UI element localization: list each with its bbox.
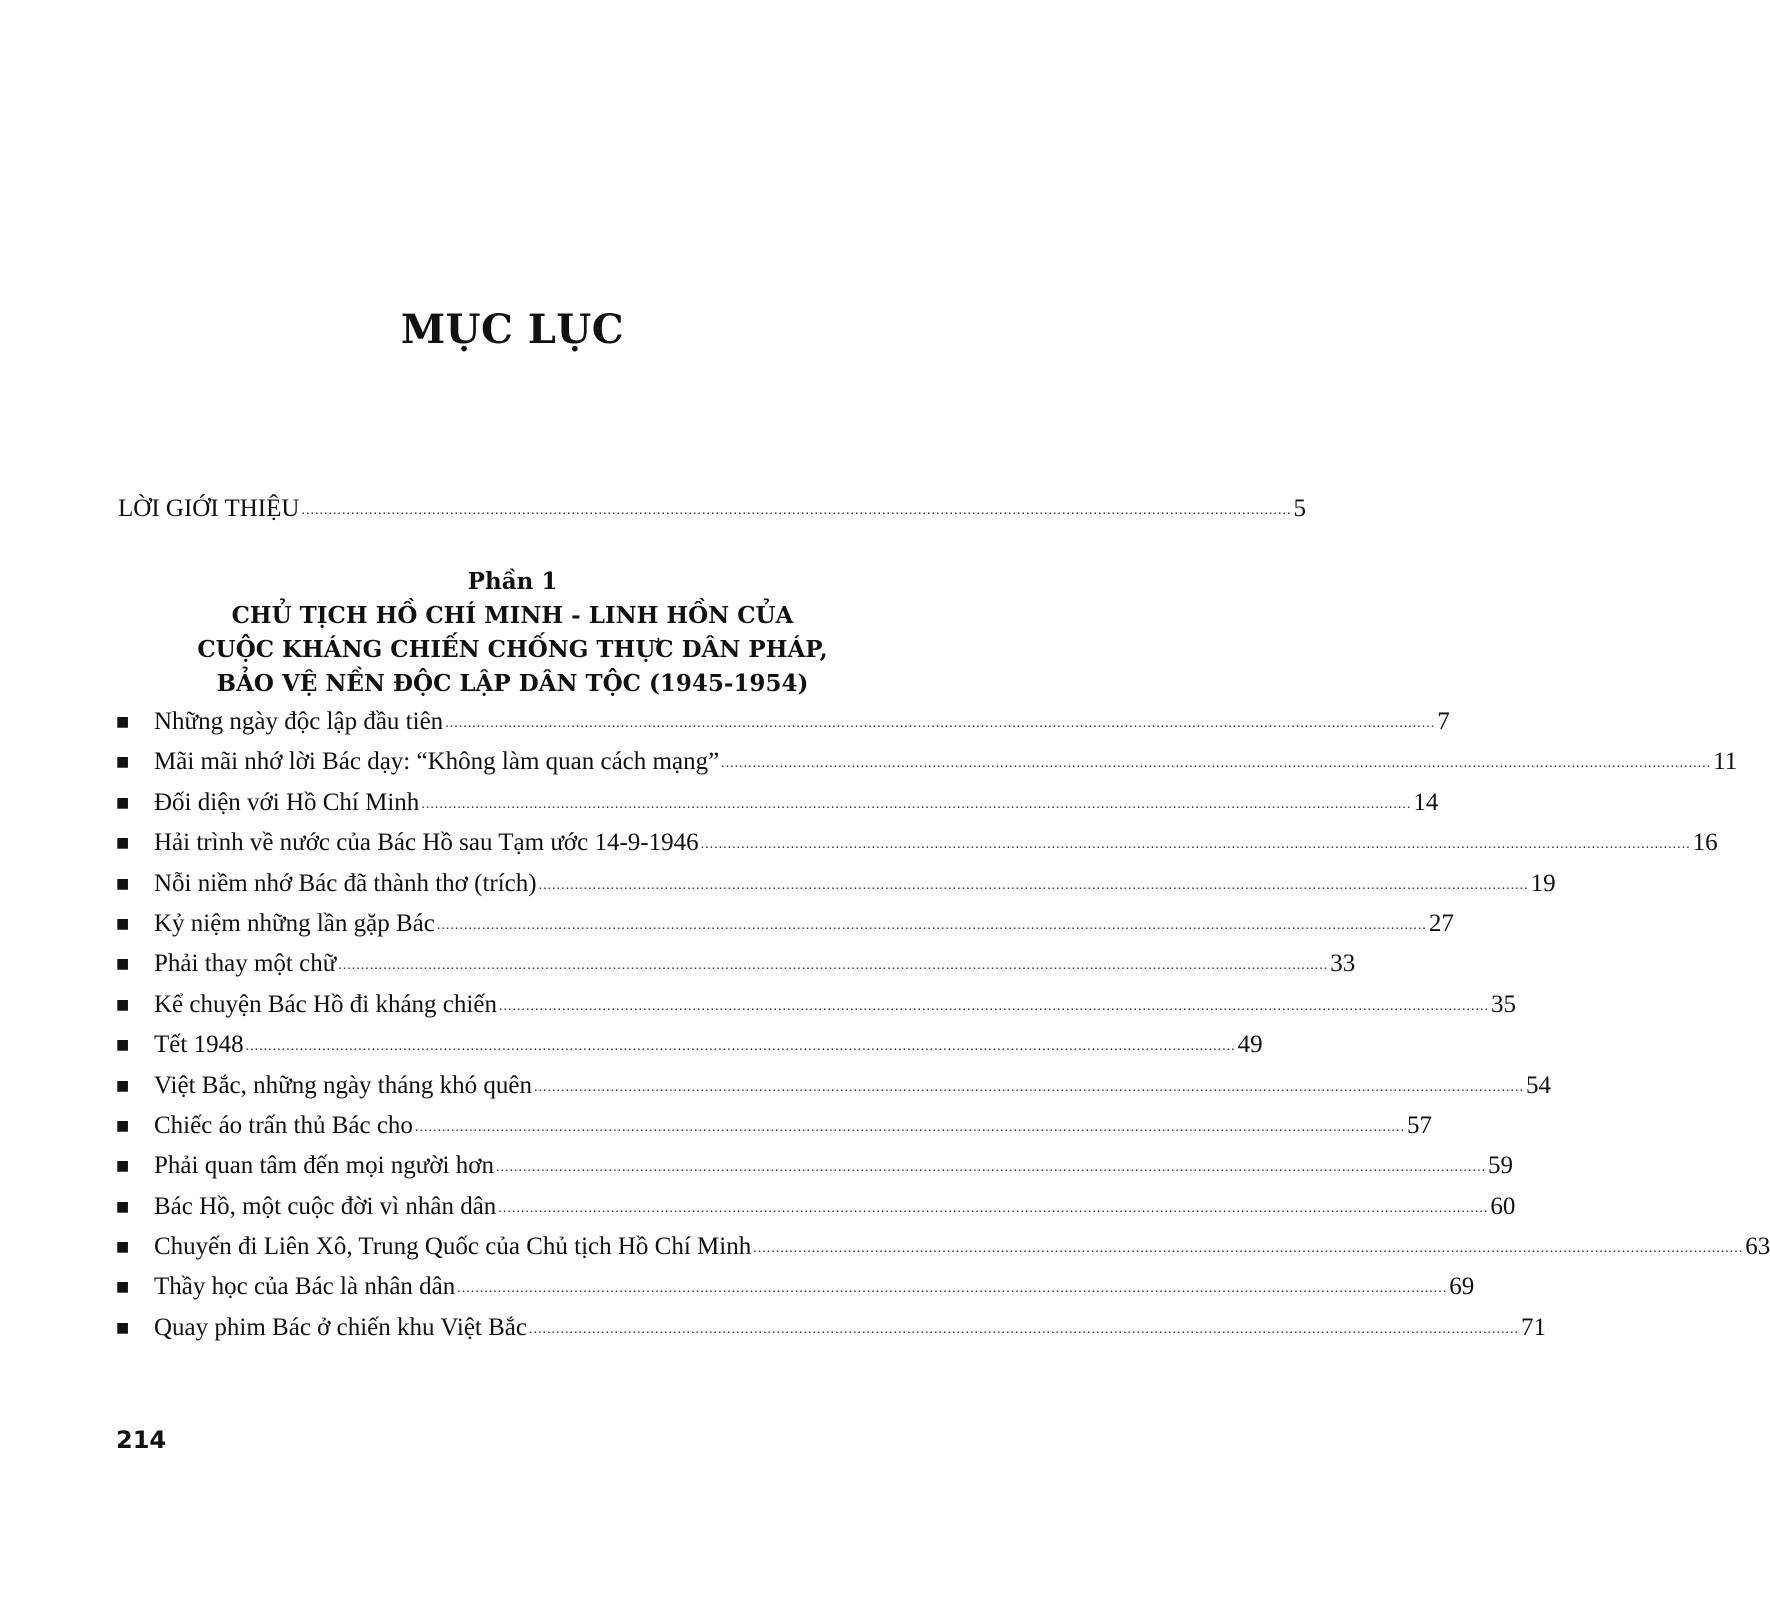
toc-entry-line bbox=[154, 786, 1438, 824]
part-subtitle-line: BẢO VỆ NỀN ĐỘC LẬP DÂN TỘC (1945-1954) bbox=[216, 670, 809, 697]
toc-entry-title: Kể chuyện Bác Hồ đi kháng chiến bbox=[154, 990, 497, 1018]
part-label: Phần 1 bbox=[467, 568, 558, 595]
toc-entry-line bbox=[154, 1028, 1263, 1066]
bullet-icon: ■ bbox=[116, 1279, 130, 1296]
toc-entry-page: 5 bbox=[1293, 495, 1306, 522]
dot-leader: ............................................................................................................................................................................................................................ bbox=[528, 1321, 1519, 1337]
dot-leader: ............................................................................................................................................................................................................................ bbox=[445, 716, 1436, 731]
toc-entry-title: Tết 1948 bbox=[154, 1031, 244, 1059]
toc-entry-title: Phải quan tâm đến mọi người hơn bbox=[154, 1152, 494, 1180]
toc-entry-title: LỜI GIỚI THIỆU bbox=[118, 495, 300, 522]
page-number: 214 bbox=[116, 1426, 167, 1454]
toc-entry-title: Quay phim Bác ở chiến khu Việt Bắc bbox=[154, 1313, 527, 1341]
toc-entry-line bbox=[154, 826, 1718, 864]
dot-leader: ............................................................................................................................................................................................................................ bbox=[301, 503, 1292, 518]
toc-entry[interactable] bbox=[116, 705, 1450, 745]
toc-entry-intro[interactable] bbox=[118, 492, 1306, 530]
bullet-icon: ■ bbox=[116, 754, 130, 771]
toc-entry-title: Những ngày độc lập đầu tiên bbox=[154, 708, 444, 735]
bullet-icon: ■ bbox=[116, 835, 130, 852]
part-subtitle-line: CHỦ TỊCH HỒ CHÍ MINH - LINH HỒN CỦA bbox=[231, 602, 794, 629]
toc-entry-page: 49 bbox=[1237, 1031, 1263, 1059]
toc-entry-line bbox=[154, 1149, 1513, 1187]
toc-entry-page: 14 bbox=[1413, 788, 1439, 816]
toc-entry-page: 19 bbox=[1530, 869, 1556, 897]
dot-leader: ............................................................................................................................................................................................................................ bbox=[700, 837, 1691, 853]
bullet-icon: ■ bbox=[116, 1198, 130, 1215]
bullet-icon: ■ bbox=[116, 794, 130, 811]
toc-entry-page: 60 bbox=[1490, 1192, 1516, 1220]
dot-leader: ............................................................................................................................................................................................................................ bbox=[753, 1241, 1744, 1257]
toc-entry[interactable] bbox=[116, 1190, 1516, 1230]
bullet-icon: ■ bbox=[116, 1037, 130, 1054]
toc-entry-list bbox=[116, 705, 1770, 1351]
dot-leader: ............................................................................................................................................................................................................................ bbox=[495, 1160, 1486, 1176]
bullet-icon: ■ bbox=[116, 1239, 130, 1256]
toc-entry-line bbox=[154, 1270, 1474, 1308]
toc-entry-page: 54 bbox=[1525, 1071, 1551, 1099]
part-heading bbox=[0, 565, 1025, 701]
bullet-icon: ■ bbox=[116, 1117, 130, 1134]
toc-entry[interactable] bbox=[116, 1270, 1475, 1310]
toc-entry[interactable] bbox=[116, 1149, 1513, 1189]
dot-leader: ............................................................................................................................................................................................................................ bbox=[338, 958, 1329, 974]
toc-entry-page: 16 bbox=[1692, 829, 1718, 857]
toc-entry-line bbox=[154, 1230, 1770, 1268]
dot-leader: ............................................................................................................................................................................................................................ bbox=[721, 756, 1712, 772]
dot-leader: ............................................................................................................................................................................................................................ bbox=[538, 877, 1529, 893]
part-subtitle-line: CUỘC KHÁNG CHIẾN CHỐNG THỰC DÂN PHÁP, bbox=[197, 636, 828, 663]
toc-entry-line bbox=[154, 1311, 1546, 1349]
toc-entry-title: Thầy học của Bác là nhân dân bbox=[154, 1273, 456, 1301]
toc-entry-line bbox=[154, 705, 1450, 743]
bullet-icon: ■ bbox=[116, 1077, 130, 1094]
bullet-icon: ■ bbox=[116, 875, 130, 892]
toc-entry-line bbox=[154, 988, 1516, 1026]
toc-entry[interactable] bbox=[116, 786, 1439, 826]
bullet-icon: ■ bbox=[116, 915, 130, 932]
toc-entry-line bbox=[154, 745, 1737, 783]
toc-entry-line bbox=[154, 907, 1454, 945]
toc-entry-page: 69 bbox=[1449, 1273, 1475, 1301]
toc-entry-page: 57 bbox=[1406, 1111, 1432, 1139]
toc-entry[interactable] bbox=[116, 907, 1454, 947]
toc-entry-line bbox=[154, 1109, 1432, 1147]
dot-leader: ............................................................................................................................................................................................................................ bbox=[498, 1200, 1489, 1216]
toc-entry-page: 11 bbox=[1713, 748, 1738, 776]
toc-entry[interactable] bbox=[116, 867, 1556, 907]
toc-entry-title: Chuyến đi Liên Xô, Trung Quốc của Chủ tịch Hồ Chí Minh bbox=[154, 1233, 752, 1261]
toc-entry-title: Việt Bắc, những ngày tháng khó quên bbox=[154, 1071, 532, 1099]
toc-entry-page: 33 bbox=[1330, 950, 1356, 978]
toc-entry-line bbox=[154, 1069, 1551, 1107]
bullet-icon: ■ bbox=[116, 1319, 130, 1336]
toc-entry-page: 7 bbox=[1437, 708, 1450, 735]
toc-entry-page: 71 bbox=[1520, 1313, 1546, 1341]
toc-entry-page: 59 bbox=[1487, 1152, 1513, 1180]
toc-entry-title: Mãi mãi nhớ lời Bác dạy: “Không làm quan cách mạng” bbox=[154, 748, 720, 776]
toc-entry[interactable] bbox=[116, 745, 1738, 785]
toc-entry[interactable] bbox=[116, 826, 1718, 866]
toc-entry-title: Nỗi niềm nhớ Bác đã thành thơ (trích) bbox=[154, 869, 537, 897]
toc-entry[interactable] bbox=[116, 1230, 1770, 1270]
toc-entry-page: 35 bbox=[1490, 990, 1516, 1018]
dot-leader: ............................................................................................................................................................................................................................ bbox=[421, 796, 1412, 812]
bullet-icon: ■ bbox=[116, 1158, 130, 1175]
toc-entry[interactable] bbox=[116, 947, 1356, 987]
toc-entry[interactable] bbox=[116, 1311, 1546, 1351]
toc-entry[interactable] bbox=[116, 1028, 1263, 1068]
dot-leader: ............................................................................................................................................................................................................................ bbox=[245, 1039, 1236, 1055]
bullet-icon: ■ bbox=[116, 996, 130, 1013]
bullet-icon: ■ bbox=[116, 714, 130, 730]
toc-entry-title: Chiếc áo trấn thủ Bác cho bbox=[154, 1111, 413, 1139]
dot-leader: ............................................................................................................................................................................................................................ bbox=[414, 1119, 1405, 1135]
toc-entry-title: Phải thay một chữ bbox=[154, 950, 337, 978]
dot-leader: ............................................................................................................................................................................................................................ bbox=[457, 1281, 1448, 1297]
toc-entry-line bbox=[154, 867, 1556, 905]
toc-entry[interactable] bbox=[116, 1109, 1432, 1149]
toc-entry[interactable] bbox=[116, 1069, 1551, 1109]
toc-entry[interactable] bbox=[116, 988, 1516, 1028]
toc-entry-title: Kỷ niệm những lần gặp Bác bbox=[154, 909, 435, 937]
page-title: MỤC LỤC bbox=[400, 306, 625, 353]
dot-leader: ............................................................................................................................................................................................................................ bbox=[533, 1079, 1524, 1095]
toc-entry-title: Hải trình về nước của Bác Hồ sau Tạm ước 14-9-1946 bbox=[154, 829, 699, 857]
toc-entry-line bbox=[154, 1190, 1515, 1228]
dot-leader: ............................................................................................................................................................................................................................ bbox=[436, 917, 1427, 933]
toc-entry-line bbox=[154, 947, 1355, 985]
toc-entry-title: Đối diện với Hồ Chí Minh bbox=[154, 788, 420, 816]
dot-leader: ............................................................................................................................................................................................................................ bbox=[498, 998, 1489, 1014]
toc-entry-title: Bác Hồ, một cuộc đời vì nhân dân bbox=[154, 1192, 497, 1220]
toc-entry-page: 63 bbox=[1745, 1233, 1770, 1261]
bullet-icon: ■ bbox=[116, 956, 130, 973]
toc-entry-page: 27 bbox=[1428, 909, 1454, 937]
